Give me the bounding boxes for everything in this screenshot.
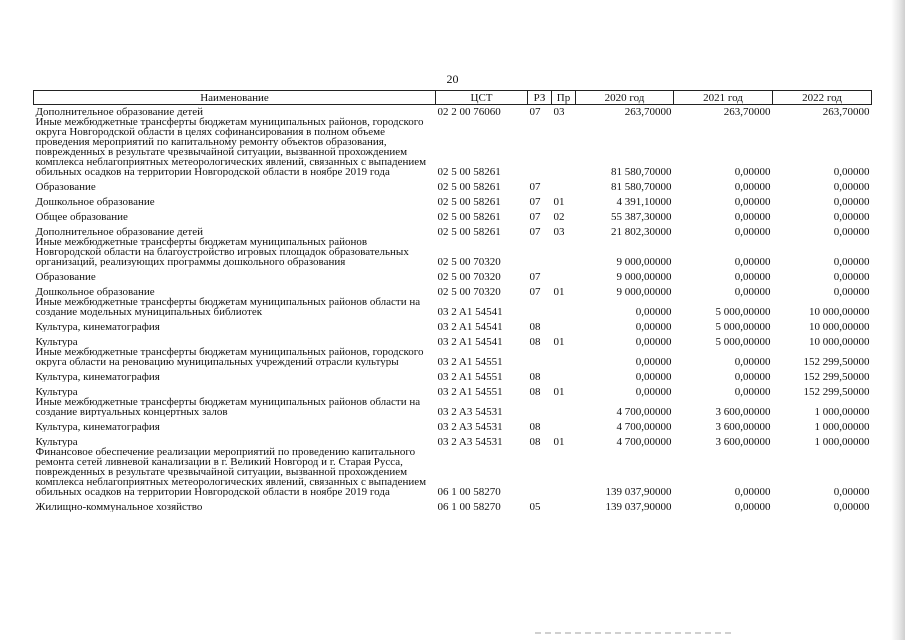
cell-cst: 03 2 A1 54551 xyxy=(437,386,503,397)
cell-rz: 08 xyxy=(529,371,541,382)
cell-cst: 03 2 A1 54541 xyxy=(437,306,503,317)
header-2022: 2022 год xyxy=(773,91,872,105)
cell-cst: 02 5 00 70320 xyxy=(437,256,501,267)
cell-y2020: 0,00000 xyxy=(635,371,672,382)
cell-cst: 03 2 A1 54551 xyxy=(437,371,503,382)
cell-y2021: 0,00000 xyxy=(734,386,771,397)
cell-y2021: 0,00000 xyxy=(734,166,771,177)
cell-cst: 03 2 A3 54531 xyxy=(437,406,503,417)
cell-y2020: 0,00000 xyxy=(635,306,672,317)
cell-cst: 06 1 00 58270 xyxy=(437,486,501,497)
table-row xyxy=(34,192,872,207)
cell-cst: 02 2 00 76060 xyxy=(437,106,501,117)
cell-rz: 07 xyxy=(529,181,541,192)
scan-edge xyxy=(891,0,905,640)
cell-y2020: 139 037,90000 xyxy=(605,501,672,512)
cell-y2022: 10 000,00000 xyxy=(809,336,870,347)
cell-y2020: 21 802,30000 xyxy=(611,226,672,237)
table-row xyxy=(34,267,872,282)
cell-cst: 02 5 00 58261 xyxy=(437,211,501,222)
cell-y2021: 0,00000 xyxy=(734,501,771,512)
cell-y2020: 55 387,30000 xyxy=(611,211,672,222)
cell-y2021: 0,00000 xyxy=(734,211,771,222)
cell-y2020: 4 700,00000 xyxy=(616,436,672,447)
cell-rz xyxy=(528,347,552,367)
cell-y2022: 0,00000 xyxy=(833,211,870,222)
cell-name: Дошкольное образование xyxy=(35,286,155,297)
cell-y2020: 81 580,70000 xyxy=(611,181,672,192)
cell-y2022: 0,00000 xyxy=(833,486,870,497)
cell-name: Иные межбюджетные трансферты бюджетам муниципальных районов области на создание модельных муниципальных библиотек xyxy=(35,297,421,317)
cell-name: Культура, кинематография xyxy=(35,321,160,332)
scan-mark xyxy=(535,632,735,634)
header-pr: Пр xyxy=(552,91,576,105)
cell-y2020: 4 391,10000 xyxy=(616,196,672,207)
cell-name: Культура xyxy=(35,436,78,447)
cell-cst: 03 2 A3 54531 xyxy=(437,421,503,432)
cell-pr: 01 xyxy=(553,336,565,347)
cell-y2021: 5 000,00000 xyxy=(715,306,771,317)
cell-name: Иные межбюджетные трансферты бюджетам муниципальных районов, городского округа области на реновацию муниципальных учреждений отрасли культуры xyxy=(35,347,424,367)
cell-name: Дополнительное образование детей xyxy=(35,106,204,117)
table-row xyxy=(34,497,872,512)
table-row xyxy=(34,382,872,397)
cell-rz xyxy=(528,237,552,267)
cell-pr xyxy=(552,297,576,317)
cell-rz: 07 xyxy=(529,286,541,297)
cell-y2021: 0,00000 xyxy=(734,271,771,282)
cell-cst: 02 5 00 58261 xyxy=(437,181,501,192)
cell-pr xyxy=(552,237,576,267)
cell-rz: 07 xyxy=(529,271,541,282)
cell-pr xyxy=(552,177,576,192)
cell-name: Культура xyxy=(35,336,78,347)
cell-name: Дополнительное образование детей xyxy=(35,226,204,237)
cell-pr xyxy=(552,447,576,497)
cell-y2022: 0,00000 xyxy=(833,501,870,512)
cell-y2022: 0,00000 xyxy=(833,286,870,297)
cell-cst: 03 2 A1 54541 xyxy=(437,321,503,332)
cell-cst: 03 2 A1 54541 xyxy=(437,336,503,347)
cell-rz: 05 xyxy=(529,501,541,512)
cell-y2022: 263,70000 xyxy=(822,106,870,117)
cell-y2021: 263,70000 xyxy=(723,106,771,117)
cell-rz: 07 xyxy=(529,196,541,207)
cell-y2022: 0,00000 xyxy=(833,166,870,177)
cell-y2022: 0,00000 xyxy=(833,226,870,237)
cell-rz: 07 xyxy=(529,106,541,117)
cell-y2020: 9 000,00000 xyxy=(616,271,672,282)
cell-rz: 07 xyxy=(529,211,541,222)
cell-pr: 02 xyxy=(553,211,565,222)
cell-cst: 03 2 A3 54531 xyxy=(437,436,503,447)
cell-y2021: 3 600,00000 xyxy=(715,406,771,417)
cell-pr: 01 xyxy=(553,436,565,447)
cell-rz: 08 xyxy=(529,436,541,447)
table-header-row xyxy=(34,91,872,105)
cell-name: Иные межбюджетные трансферты бюджетам муниципальных районов Новгородской области на благоустройство игровых площадок образовательных организаций, реализующих программы дошкольного образования xyxy=(35,237,409,267)
cell-y2022: 10 000,00000 xyxy=(809,306,870,317)
cell-y2021: 0,00000 xyxy=(734,486,771,497)
cell-rz xyxy=(528,297,552,317)
cell-y2020: 4 700,00000 xyxy=(616,421,672,432)
cell-name: Культура xyxy=(35,386,78,397)
table-row xyxy=(34,367,872,382)
cell-y2022: 1 000,00000 xyxy=(814,421,870,432)
cell-pr xyxy=(552,347,576,367)
table-row xyxy=(34,297,872,317)
header-name: Наименование xyxy=(34,91,436,105)
table-body xyxy=(34,105,872,513)
cell-y2020: 139 037,90000 xyxy=(605,486,672,497)
cell-name: Культура, кинематография xyxy=(35,421,160,432)
cell-y2021: 5 000,00000 xyxy=(715,336,771,347)
cell-y2022: 10 000,00000 xyxy=(809,321,870,332)
cell-y2022: 0,00000 xyxy=(833,256,870,267)
cell-name: Образование xyxy=(35,181,96,192)
cell-cst: 02 5 00 70320 xyxy=(437,271,501,282)
cell-y2020: 0,00000 xyxy=(635,356,672,367)
table-row xyxy=(34,332,872,347)
cell-y2020: 9 000,00000 xyxy=(616,256,672,267)
cell-name: Дошкольное образование xyxy=(35,196,155,207)
cell-pr: 03 xyxy=(553,226,565,237)
cell-y2021: 0,00000 xyxy=(734,181,771,192)
cell-name: Общее образование xyxy=(35,211,128,222)
cell-y2021: 0,00000 xyxy=(734,371,771,382)
cell-rz: 08 xyxy=(529,386,541,397)
cell-pr: 03 xyxy=(553,106,565,117)
header-2021: 2021 год xyxy=(674,91,773,105)
cell-name: Культура, кинематография xyxy=(35,371,160,382)
cell-rz xyxy=(528,447,552,497)
table-row xyxy=(34,282,872,297)
cell-pr xyxy=(552,117,576,177)
page-number: 20 xyxy=(446,72,459,86)
cell-pr xyxy=(552,317,576,332)
cell-name: Иные межбюджетные трансферты бюджетам муниципальных районов области на создание виртуальных концертных залов xyxy=(35,397,421,417)
cell-y2021: 5 000,00000 xyxy=(715,321,771,332)
cell-name: Жилищно-коммунальное хозяйство xyxy=(35,501,203,512)
cell-y2020: 81 580,70000 xyxy=(611,166,672,177)
cell-rz: 08 xyxy=(529,336,541,347)
cell-cst: 02 5 00 58261 xyxy=(437,226,501,237)
table-row xyxy=(34,207,872,222)
table-row xyxy=(34,347,872,367)
table-row xyxy=(34,432,872,447)
table-row xyxy=(34,317,872,332)
cell-pr xyxy=(552,397,576,417)
cell-y2022: 0,00000 xyxy=(833,271,870,282)
cell-y2020: 0,00000 xyxy=(635,321,672,332)
cell-pr xyxy=(552,497,576,512)
cell-rz xyxy=(528,397,552,417)
cell-pr: 01 xyxy=(553,196,565,207)
cell-y2022: 1 000,00000 xyxy=(814,436,870,447)
cell-y2020: 9 000,00000 xyxy=(616,286,672,297)
cell-rz: 08 xyxy=(529,421,541,432)
cell-y2022: 152 299,50000 xyxy=(803,386,870,397)
cell-pr xyxy=(552,267,576,282)
cell-cst: 03 2 A1 54551 xyxy=(437,356,503,367)
cell-rz xyxy=(528,117,552,177)
cell-cst: 02 5 00 58261 xyxy=(437,166,501,177)
cell-cst: 02 5 00 58261 xyxy=(437,196,501,207)
cell-y2021: 0,00000 xyxy=(734,356,771,367)
cell-pr: 01 xyxy=(553,386,565,397)
cell-y2021: 3 600,00000 xyxy=(715,421,771,432)
cell-y2022: 0,00000 xyxy=(833,196,870,207)
header-cst: ЦСТ xyxy=(436,91,528,105)
cell-cst: 06 1 00 58270 xyxy=(437,501,501,512)
cell-cst: 02 5 00 70320 xyxy=(437,286,501,297)
cell-y2020: 263,70000 xyxy=(624,106,672,117)
cell-rz: 07 xyxy=(529,226,541,237)
cell-pr: 01 xyxy=(553,286,565,297)
cell-y2020: 0,00000 xyxy=(635,386,672,397)
table-row xyxy=(34,222,872,237)
cell-y2021: 0,00000 xyxy=(734,286,771,297)
table-row xyxy=(34,417,872,432)
cell-y2022: 0,00000 xyxy=(833,181,870,192)
table-row xyxy=(34,397,872,417)
cell-pr xyxy=(552,417,576,432)
budget-table xyxy=(33,90,872,512)
header-rz: РЗ xyxy=(528,91,552,105)
cell-pr xyxy=(552,367,576,382)
cell-rz: 08 xyxy=(529,321,541,332)
table-row xyxy=(34,447,872,497)
cell-name: Иные межбюджетные трансферты бюджетам муниципальных районов, городского округа Новгородской области в целях софинансирования в полном объеме проведения мероприятий по капитальному ремонту объектов образования, поврежденных в результате чрезвычайной ситуации, вызванной прохождением комплекса неблагоприятных метеорологических явлений, связанных с выпадением обильных осадков на территории Новгородской области в ноябре 2019 года xyxy=(35,117,427,177)
cell-name: Финансовое обеспечение реализации мероприятий по проведению капитального ремонта сетей ливневой канализации в г. Великий Новгород и г. Старая Русса, поврежденных в результате чрезвычайной ситуации, вызванной прохождением комплекса неблагоприятных метеорологических явлений, связанных с выпадением обильных осадков на территории Новгородской области в ноябре 2019 года xyxy=(35,447,427,497)
cell-y2020: 4 700,00000 xyxy=(616,406,672,417)
cell-y2020: 0,00000 xyxy=(635,336,672,347)
cell-y2022: 1 000,00000 xyxy=(814,406,870,417)
header-2020: 2020 год xyxy=(576,91,674,105)
table-row xyxy=(34,237,872,267)
cell-y2021: 0,00000 xyxy=(734,196,771,207)
cell-y2021: 3 600,00000 xyxy=(715,436,771,447)
table-row xyxy=(34,117,872,177)
table-row xyxy=(34,105,872,118)
cell-y2022: 152 299,50000 xyxy=(803,356,870,367)
cell-y2021: 0,00000 xyxy=(734,256,771,267)
cell-y2022: 152 299,50000 xyxy=(803,371,870,382)
cell-name: Образование xyxy=(35,271,96,282)
cell-y2021: 0,00000 xyxy=(734,226,771,237)
table-row xyxy=(34,177,872,192)
